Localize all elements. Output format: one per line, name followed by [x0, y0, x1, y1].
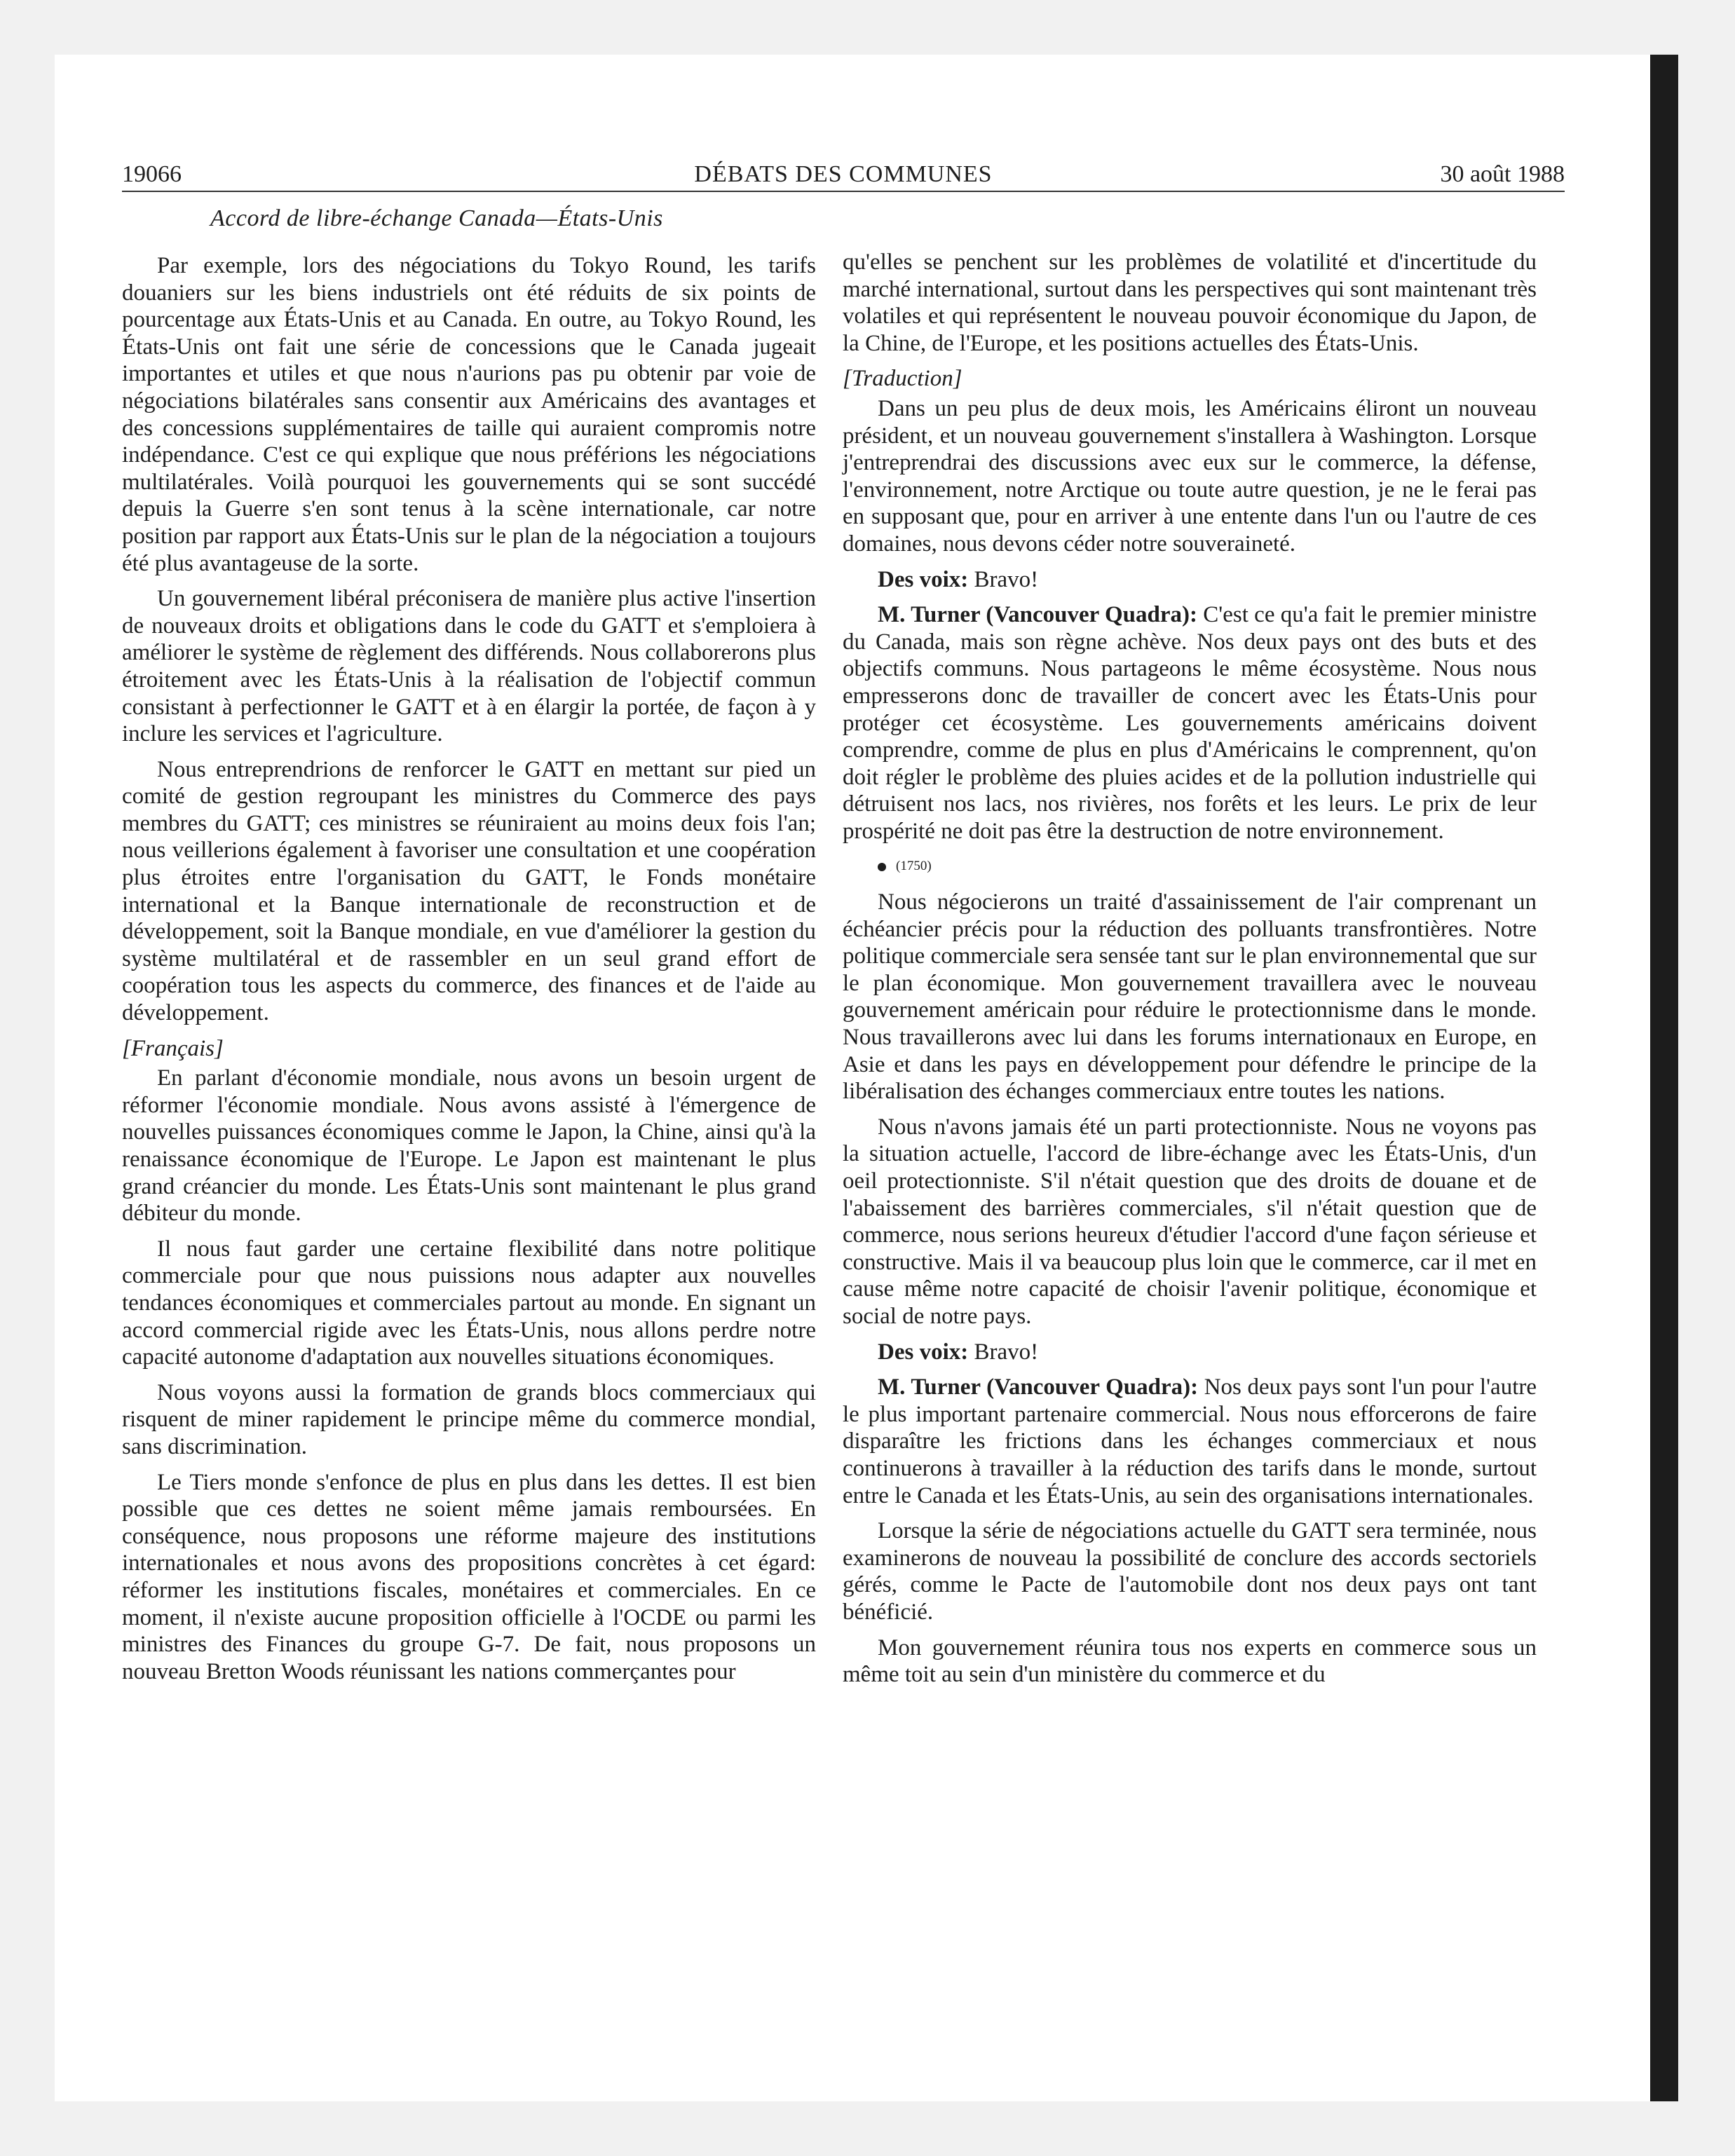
left-column: [122, 252, 816, 1693]
paragraph: Un gouvernement libéral préconisera de manière plus active l'insertion de nouveaux droits et obligations dans le code du GATT et s'emploiera à améliorer le système de règlement des différends. Nous collaborerons plus étroitement avec les États-Unis à la réalisation de l'objectif commun consistant à perfectionner le GATT et à en élargir la portée, de façon à y inclure les services et l'agriculture.: [122, 586, 816, 747]
page-number: 19066: [122, 161, 182, 187]
interjection-text: Bravo!: [974, 566, 1039, 592]
paragraph: Nous voyons aussi la formation de grands blocs commerciaux qui risquent de miner rapidement le principe même du commerce mondial, sans discrimination.: [122, 1379, 816, 1459]
publication-title: DÉBATS DES COMMUNES: [694, 161, 993, 187]
bullet-dot-icon: [878, 863, 886, 871]
paragraph: Il nous faut garder une certaine flexibilité dans notre politique commerciale pour que nous puissions nous adapter aux nouvelles tendances économiques et commerciales partout au monde. En signant un accord commercial rigide avec les États-Unis, nous allons perdre notre capacité autonome d'adaptation aux nouvelles situations économiques.: [122, 1236, 816, 1370]
time-marker: [843, 853, 1537, 880]
paragraph: qu'elles se penchent sur les problèmes de volatilité et d'incertitude du marché international, surtout dans les perspectives qui sont maintenant très volatiles et qui représentent le nouveau pouvoir économique du Japon, de la Chine, de l'Europe, et les positions actuelles des États-Unis.: [843, 250, 1537, 356]
debate-subheading: Accord de libre-échange Canada—États-Unis: [210, 205, 663, 231]
paragraph: Lorsque la série de négociations actuelle du GATT sera terminée, nous examinerons de nouveau la possibilité de conclure des accords sectoriels gérés, comme le Pacte de l'automobile dont nos deux pays ont tant bénéficié.: [843, 1518, 1537, 1625]
speech: [843, 601, 1537, 845]
scan-edge-bar: [1650, 55, 1678, 2101]
time-marker-text: (1750): [896, 859, 932, 874]
paragraph: Nous entreprendrions de renforcer le GATT en mettant sur pied un comité de gestion regroupant les ministres du Commerce des pays membres du GATT; ces ministres se réuniraient au moins deux fois l'an; nous veillerions également à favoriser une consultation et une coopération plus étroites entre l'organisation du GATT, le Fonds monétaire international et la Banque internationale de reconstruction et de développement, soit la Banque mondiale, en vue d'améliorer la gestion du système multilatéral et de rassembler en un seul grand effort de coopération tous les aspects du commerce, des finances et de l'aide au développement.: [122, 756, 816, 1026]
interjection-speaker: Des voix:: [878, 1339, 969, 1365]
speech: [843, 1374, 1537, 1509]
sitting-date: 30 août 1988: [1440, 161, 1565, 187]
speaker-name: M. Turner (Vancouver Quadra):: [878, 1374, 1199, 1400]
interjection: [843, 1339, 1537, 1366]
right-column: [843, 249, 1537, 1697]
interjection-text: Bravo!: [974, 1339, 1039, 1365]
speech-text: Nos deux pays sont l'un pour l'autre le plus important partenaire commercial. Nous nous efforcerons de faire disparaître les frictions dans les échanges commerciaux et nous continuerons à travailler à la réduction des tarifs dans le monde, surtout entre le Canada et les États-Unis, au sein des organisations internationales.: [843, 1374, 1537, 1508]
paragraph: Nous n'avons jamais été un parti protectionniste. Nous ne voyons pas la situation actuelle, l'accord de libre-échange avec les États-Unis, d'un oeil protectionniste. S'il n'était question que des droits de douane et de l'abaissement des barrières commerciales, s'il n'était question que de commerce, nous serions heureux d'étudier l'accord d'une façon sérieuse et constructive. Mais il va beaucoup plus loin que le commerce, car il met en cause même notre capacité de choisir l'avenir politique, économique et social de notre pays.: [843, 1114, 1537, 1329]
paragraph: Le Tiers monde s'enfonce de plus en plus dans les dettes. Il est bien possible que ces dettes ne soient même jamais remboursées. En conséquence, nous proposons une réforme majeure des institutions internationales et nous avons des propositions concrètes à cet égard: réformer les institutions fiscales, monétaires et commerciales. En ce moment, il n'existe aucune proposition officielle à l'OCDE ou parmi les ministres des Finances du groupe G-7. De fait, nous proposons un nouveau Bretton Woods réunissant les nations commerçantes pour: [122, 1469, 816, 1684]
speaker-name: M. Turner (Vancouver Quadra):: [878, 602, 1198, 628]
paragraph: Mon gouvernement réunira tous nos experts en commerce sous un même toit au sein d'un ministère du commerce et du: [843, 1635, 1537, 1688]
running-header: [122, 157, 1565, 192]
interjection-speaker: Des voix:: [878, 566, 969, 592]
language-tag: [Traduction]: [843, 366, 962, 392]
interjection: [843, 566, 1537, 594]
paragraph: Dans un peu plus de deux mois, les Américains éliront un nouveau président, et un nouveau gouvernement s'installera à Washington. Lorsque j'entreprendrai des discussions avec eux sur le commerce, la défense, l'environnement, notre Arctique ou toute autre question, je ne le ferai pas en supposant que, pour en arriver à une entente dans l'un ou l'autre de ces domaines, nous devons céder notre souveraineté.: [843, 395, 1537, 557]
paragraph: En parlant d'économie mondiale, nous avons un besoin urgent de réformer l'économie mondiale. Nous avons assisté à l'émergence de nouvelles puissances économiques comme le Japon, la Chine, ainsi qu'à la renaissance économique de l'Europe. Le Japon est maintenant le plus grand créancier du monde. Les États-Unis sont maintenant le plus grand débiteur du monde.: [122, 1065, 816, 1227]
paragraph: Par exemple, lors des négociations du Tokyo Round, les tarifs douaniers sur les biens industriels ont été réduits de six points de pourcentage aux États-Unis et au Canada. En outre, au Tokyo Round, les États-Unis ont fait une série de concessions que le Canada jugeait importantes et utiles et que nous n'aurions pas pu obtenir par voie de négociations bilatérales sans consentir aux Américains des avantages et des concessions supplémentaires de taille qui auraient compromis notre indépendance. C'est ce qui explique que nous préférions les négociations multilatérales. Voilà pourquoi les gouvernements qui se sont succédé depuis la Guerre s'en sont tenus à la scène internationale, car notre position par rapport aux États-Unis sur le plan de la négociation a toujours été plus avantageuse de la sorte.: [122, 253, 816, 576]
paragraph: Nous négocierons un traité d'assainissement de l'air comprenant un échéancier précis pour la réduction des polluants transfrontières. Notre politique commerciale sera sensée tant sur le plan environnemental que sur le plan économique. Mon gouvernement travaillera avec le nouveau gouvernement américain pour réduire le protectionnisme dans le monde. Nous travaillerons avec lui dans les forums internationaux en Europe, en Asie et dans les pays en développement pour défendre le principe de la libéralisation des échanges commerciaux entre toutes les nations.: [843, 889, 1537, 1105]
language-tag: [Français]: [122, 1035, 224, 1061]
speech-text: C'est ce qu'a fait le premier ministre du Canada, mais son règne achève. Nos deux pays ont des buts et des objectifs communs. Nous partageons le même écosystème. Nous nous empresserons donc de travailler de concert avec les États-Unis pour protéger cet écosystème. Les gouvernements américains doivent comprendre, comme de plus en plus d'Américains le comprennent, qu'on doit régler le problème des pluies acides et de la pollution industrielle qui détruisent nos lacs, nos rivières, nos forêts et les leurs. Le prix de leur prospérité ne doit pas être la destruction de notre environnement.: [843, 602, 1537, 844]
